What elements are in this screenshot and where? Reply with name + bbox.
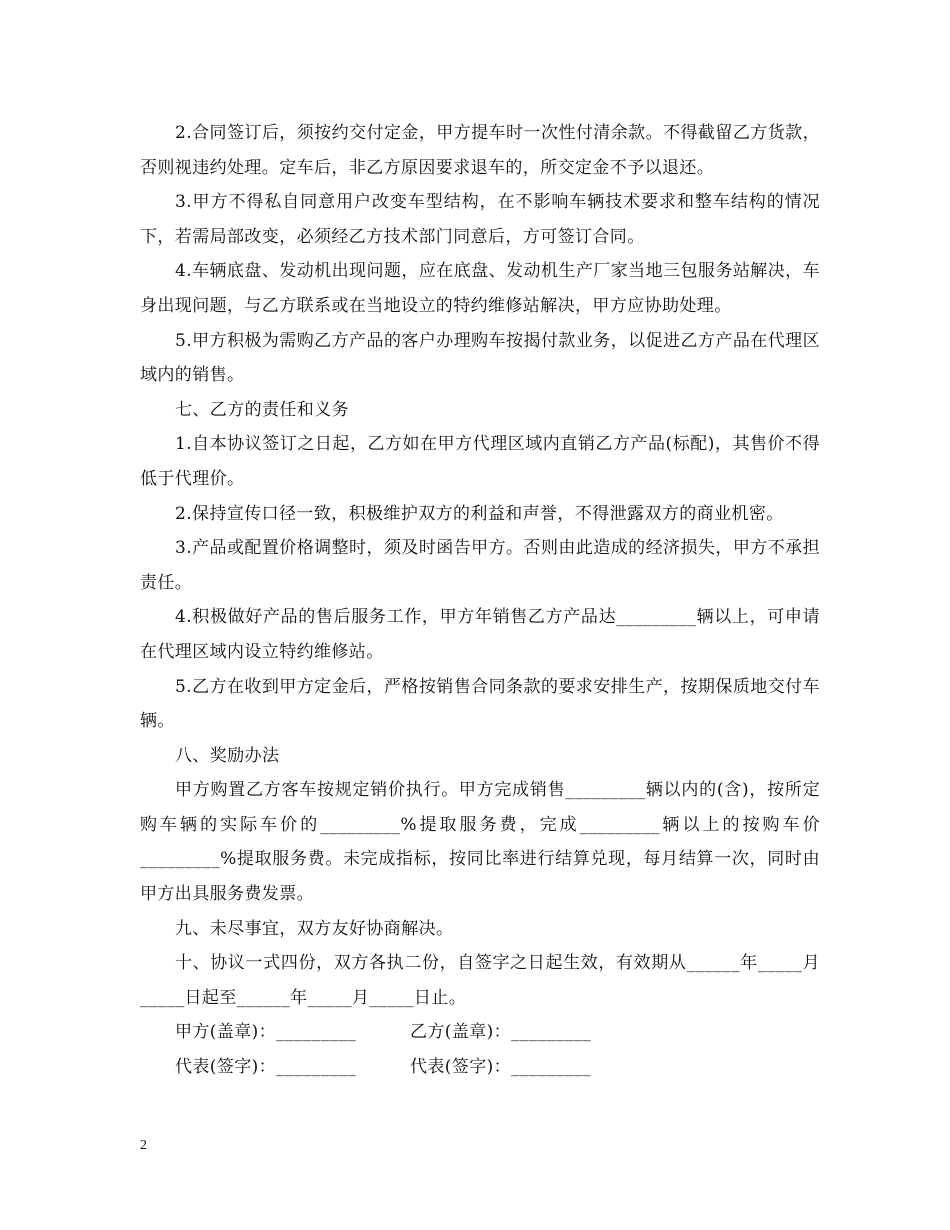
contract-body — [140, 116, 820, 1085]
clause-7-2: 2.保持宣传口径一致，积极维护双方的利益和声誉，不得泄露双方的商业机密。 — [175, 503, 784, 524]
section-10-text: 十、协议一式四份，双方各执二份，自签字之日起生效，有效期从______年_____月_____日起至______年_____月_____日止。 — [140, 953, 820, 1008]
party-b-representative: 代表(签字)：_________ — [410, 1057, 592, 1078]
clause-7-4: 4.积极做好产品的售后服务工作，甲方年销售乙方产品达_________辆以上，可申请在代理区域内设立特约维修站。 — [140, 607, 820, 662]
clause-6-3: 3.甲方不得私自同意用户改变车型结构，在不影响车辆技术要求和整车结构的情况下，若需局部改变，必须经乙方技术部门同意后，方可签订合同。 — [140, 192, 820, 247]
clause-6-4: 4.车辆底盘、发动机出现问题，应在底盘、发动机生产厂家当地三包服务站解决，车身出现问题，与乙方联系或在当地设立的特约维修站解决，甲方应协助处理。 — [140, 261, 820, 316]
party-a-seal: 甲方(盖章)：_________ — [175, 1022, 357, 1043]
clause-7-3: 3.产品或配置价格调整时，须及时函告甲方。否则由此造成的经济损失，甲方不承担责任。 — [140, 538, 820, 593]
signature-row-rep — [140, 1050, 820, 1085]
clause-7-1: 1.自本协议签订之日起，乙方如在甲方代理区域内直销乙方产品(标配)，其售价不得低于代理价。 — [140, 434, 820, 489]
party-b-seal: 乙方(盖章)：_________ — [410, 1022, 592, 1043]
party-a-representative: 代表(签字)：_________ — [175, 1057, 357, 1078]
clause-6-5: 5.甲方积极为需购乙方产品的客户办理购车按揭付款业务，以促进乙方产品在代理区域内的销售。 — [140, 330, 820, 386]
section-9-text: 九、未尽事宜，双方友好协商解决。 — [175, 918, 454, 939]
section-8-heading: 八、奖励办法 — [175, 745, 280, 766]
signature-row-seal — [140, 1015, 820, 1050]
page-number: 2 — [140, 1138, 147, 1153]
section-8-text: 甲方购置乙方客车按规定销价执行。甲方完成销售_________辆以内的(含)，按所定购车辆的实际车价的_________%提取服务费，完成_________辆以上的按购车价_________%提取服务费。未完成指标，按同比率进行结算兑现，每月结算一次，同时由甲方出具服务费发票。 — [140, 780, 820, 905]
clause-6-2: 2.合同签订后，须按约交付定金，甲方提车时一次性付清余款。不得截留乙方货款，否则视违约处理。定车后，非乙方原因要求退车的，所交定金不予以退还。 — [140, 123, 820, 178]
clause-7-5: 5.乙方在收到甲方定金后，严格按销售合同条款的要求安排生产，按期保质地交付车辆。 — [140, 676, 820, 732]
section-7-heading: 七、乙方的责任和义务 — [175, 399, 349, 420]
